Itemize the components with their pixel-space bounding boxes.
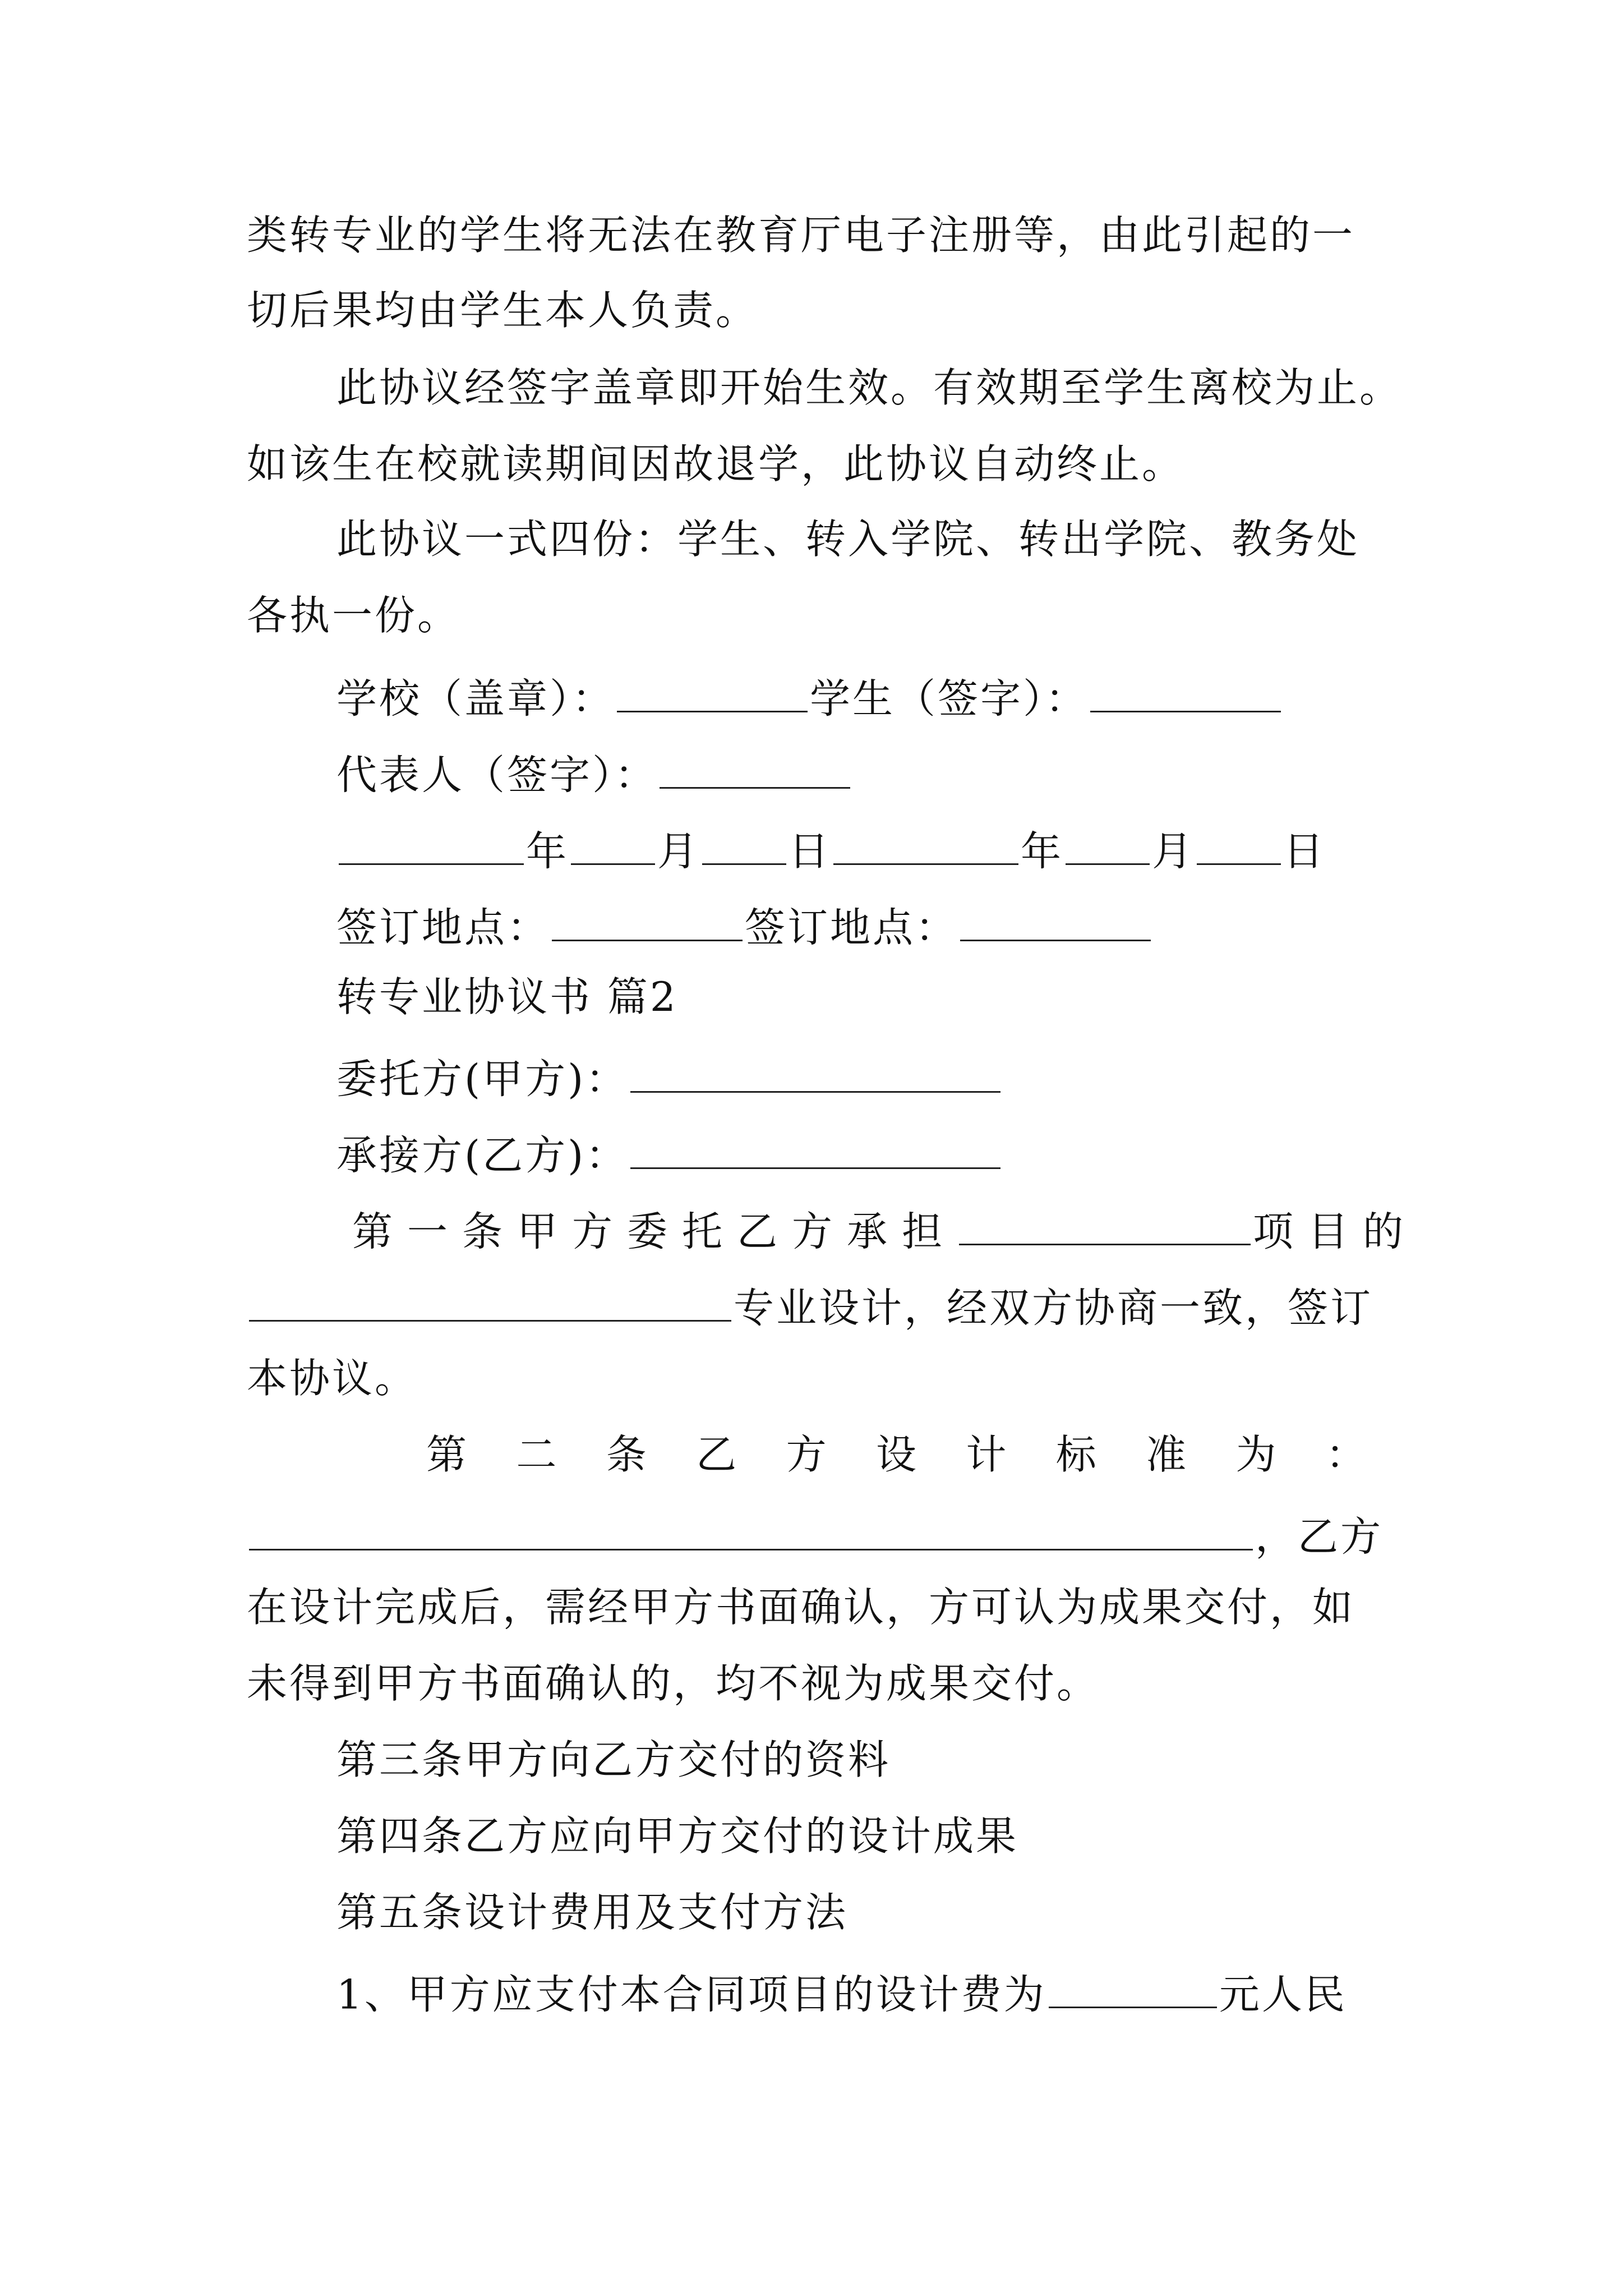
article-2-heading-char: 标 xyxy=(1055,1431,1099,1478)
article-2-heading-char: 第 xyxy=(426,1431,469,1478)
place-blank xyxy=(960,901,1151,941)
article-1-line: 本协议。 xyxy=(247,1355,418,1402)
day-label: 日 xyxy=(789,827,832,875)
article-2-heading-char: 为 xyxy=(1235,1431,1279,1478)
article-4: 第四条乙方应向甲方交付的设计成果 xyxy=(336,1812,1019,1860)
representative-sign-blank xyxy=(660,749,850,789)
paragraph-line: 此协议一式四份：学生、转入学院、转出学院、教务处 xyxy=(336,516,1360,563)
article-2-heading-char: 条 xyxy=(606,1431,649,1478)
article-2-text: ，乙方 xyxy=(1255,1513,1384,1561)
place-label: 签订地点： xyxy=(745,904,958,951)
month-blank xyxy=(1066,825,1150,865)
school-seal-blank xyxy=(617,673,808,712)
year-label: 年 xyxy=(1021,827,1064,875)
party-b-label: 承接方(乙方)： xyxy=(336,1131,629,1179)
year-blank xyxy=(833,825,1018,865)
article-1-text: 项目的 xyxy=(1253,1208,1418,1255)
date-line xyxy=(336,825,1326,875)
major-blank xyxy=(249,1282,731,1322)
party-b-blank xyxy=(630,1129,1000,1169)
project-blank xyxy=(959,1205,1251,1245)
article-1-line xyxy=(352,1205,1418,1255)
month-label: 月 xyxy=(657,827,700,875)
standard-blank xyxy=(249,1511,1253,1550)
article-2-heading-char: 计 xyxy=(966,1431,1009,1478)
student-sign-blank xyxy=(1090,673,1281,712)
article-2-line: 在设计完成后，需经甲方书面确认，方可认为成果交付，如 xyxy=(247,1584,1355,1631)
article-2-line: 未得到甲方书面确认的，均不视为成果交付。 xyxy=(247,1660,1100,1707)
signature-line xyxy=(336,749,852,799)
party-a-label: 委托方(甲方)： xyxy=(336,1055,629,1103)
article-2-heading xyxy=(426,1431,1368,1478)
fee-line xyxy=(336,1968,1347,2018)
year-label: 年 xyxy=(526,827,569,875)
paragraph-line: 各执一份。 xyxy=(247,592,460,639)
article-2-heading-char: 设 xyxy=(875,1431,919,1478)
day-blank xyxy=(1197,825,1281,865)
month-blank xyxy=(571,825,655,865)
fee-text: 1、甲方应支付本合同项目的设计费为 xyxy=(336,1971,1046,2018)
student-sign-label: 学生（签字）： xyxy=(810,675,1089,723)
paragraph-line: 切后果均由学生本人负责。 xyxy=(247,287,759,334)
fee-text: 元人民 xyxy=(1219,1971,1347,2018)
article-1-text: 专业设计，经双方协商一致，签订 xyxy=(734,1284,1373,1332)
article-3: 第三条甲方向乙方交付的资料 xyxy=(336,1736,891,1783)
party-a-blank xyxy=(630,1053,1000,1093)
month-label: 月 xyxy=(1152,827,1195,875)
article-2-heading-char: 乙 xyxy=(696,1431,739,1478)
representative-sign-label: 代表人（签字）： xyxy=(336,751,658,799)
place-line xyxy=(336,901,1153,951)
paragraph-line: 此协议经签字盖章即开始生效。有效期至学生离校为止。 xyxy=(336,364,1403,411)
article-2-heading-char: 准 xyxy=(1146,1431,1189,1478)
day-blank xyxy=(702,825,786,865)
party-b-line xyxy=(336,1129,1003,1179)
day-label: 日 xyxy=(1283,827,1326,875)
place-blank xyxy=(552,901,743,941)
school-seal-label: 学校（盖章）： xyxy=(336,675,615,723)
section-title: 转专业协议书 篇2 xyxy=(336,973,678,1020)
fee-blank xyxy=(1049,1968,1217,2008)
article-2-heading-char: ： xyxy=(1325,1431,1368,1478)
article-2-heading-char: 方 xyxy=(786,1431,829,1478)
place-label: 签订地点： xyxy=(336,904,550,951)
article-2-line xyxy=(247,1511,1384,1561)
party-a-line xyxy=(336,1053,1003,1103)
signature-line xyxy=(336,673,1283,723)
year-blank xyxy=(339,825,524,865)
article-2-heading-char: 二 xyxy=(516,1431,559,1478)
article-1-text: 第一条甲方委托乙方承担 xyxy=(352,1208,957,1255)
article-1-line xyxy=(247,1282,1373,1332)
article-5: 第五条设计费用及支付方法 xyxy=(336,1889,849,1936)
paragraph-line: 类转专业的学生将无法在教育厅电子注册等，由此引起的一 xyxy=(247,211,1355,259)
paragraph-line: 如该生在校就读期间因故退学，此协议自动终止。 xyxy=(247,440,1185,487)
